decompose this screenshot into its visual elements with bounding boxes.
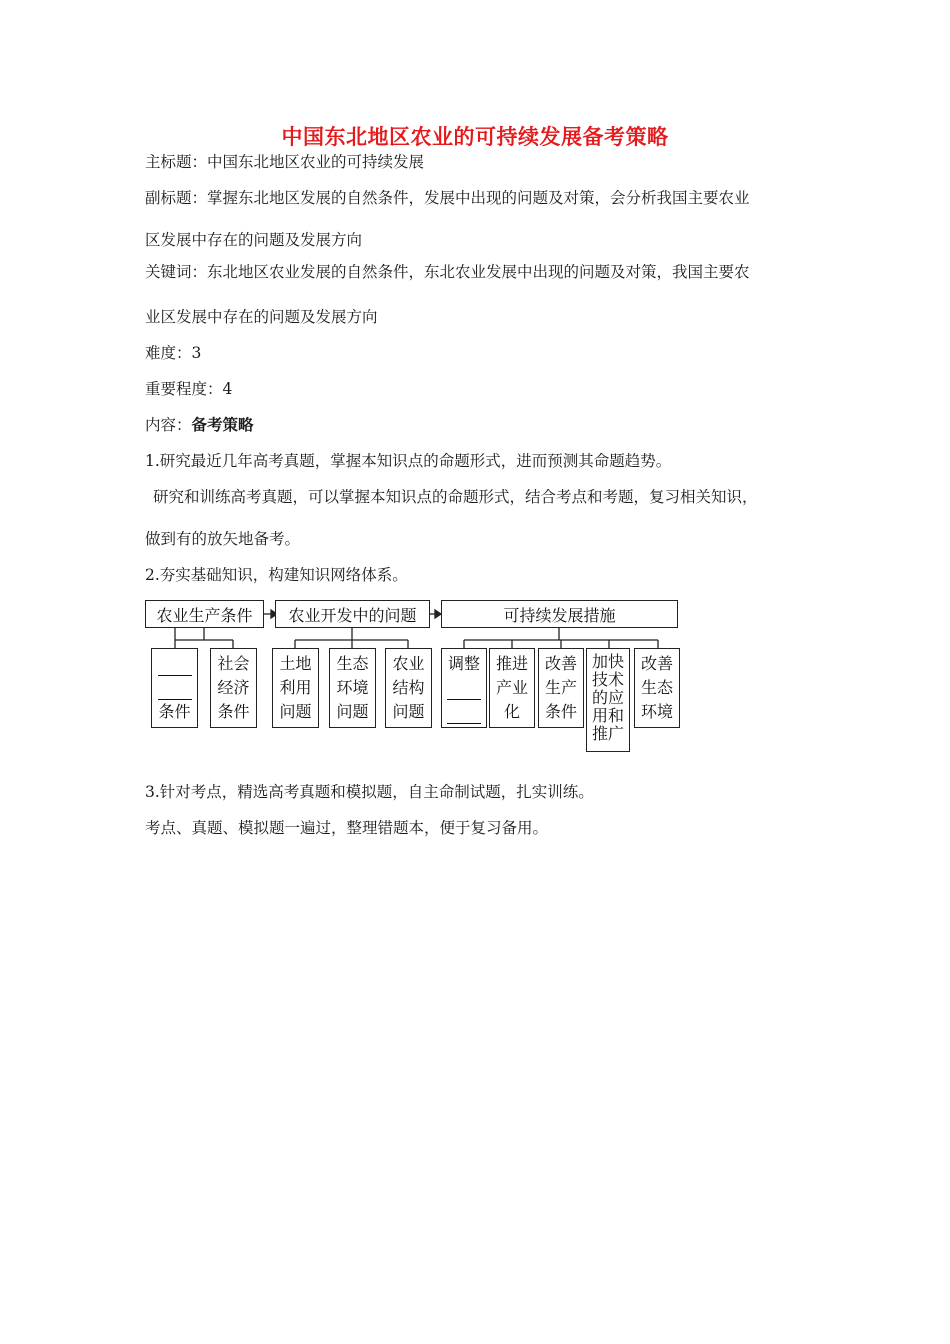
content-value: 备考策略 bbox=[191, 416, 254, 434]
box-line: 生态 bbox=[640, 678, 673, 697]
main-title-line: 主标题：中国东北地区农业的可持续发展 bbox=[145, 153, 425, 171]
condition-label: 条件 bbox=[158, 702, 191, 721]
box-line: 产业 bbox=[495, 678, 528, 697]
page-title: 中国东北地区农业的可持续发展备考策略 bbox=[281, 125, 669, 149]
box-line: 条件 bbox=[217, 702, 250, 721]
box-line: 生产 bbox=[544, 678, 577, 697]
condition-natural-box bbox=[151, 648, 198, 728]
box-line: 生态 bbox=[336, 654, 369, 673]
box-line: 推进 bbox=[495, 654, 528, 673]
importance-line: 重要程度：4 bbox=[145, 380, 233, 398]
box-line: 社会 bbox=[217, 654, 250, 673]
point-3-title: 3.针对考点，精选高考真题和模拟题，自主命制试题，扎实训练。 bbox=[145, 783, 594, 801]
box-line: 改善 bbox=[544, 654, 577, 673]
knowledge-network-diagram bbox=[145, 598, 685, 756]
box-line: 推广 bbox=[591, 724, 624, 743]
box-line: 环境 bbox=[336, 678, 369, 697]
blank-line bbox=[158, 676, 192, 700]
head-dev-problems: 农业开发中的问题 bbox=[275, 600, 430, 628]
box-line: 条件 bbox=[544, 702, 577, 721]
box-line: 化 bbox=[503, 702, 520, 721]
box-line: 调整 bbox=[447, 654, 480, 673]
box-line: 结构 bbox=[392, 678, 425, 697]
head-sustainable-measures: 可持续发展措施 bbox=[441, 600, 678, 628]
box-line: 问题 bbox=[336, 702, 369, 721]
content-line bbox=[145, 415, 254, 435]
box-line: 利用 bbox=[279, 678, 312, 697]
box-line: 环境 bbox=[640, 702, 673, 721]
blank-line bbox=[447, 676, 481, 700]
measure-technology-box bbox=[586, 648, 630, 752]
blank-line bbox=[158, 652, 192, 676]
difficulty-line: 难度：3 bbox=[145, 344, 202, 362]
point-1-body-2: 做到有的放矢地备考。 bbox=[145, 530, 301, 548]
head-agri-conditions: 农业生产条件 bbox=[145, 600, 264, 628]
content-label: 内容： bbox=[145, 416, 192, 434]
condition-socioeconomic-box bbox=[210, 648, 257, 728]
problem-structure-box bbox=[385, 648, 432, 728]
keywords-line-1: 关键词：东北地区农业发展的自然条件，东北农业发展中出现的问题及对策，我国主要农 bbox=[145, 263, 750, 281]
measure-adjust-box bbox=[441, 648, 487, 728]
measure-industrialize-box bbox=[489, 648, 535, 728]
point-1-body-1: 研究和训练高考真题，可以掌握本知识点的命题形式，结合考点和考题，复习相关知识， bbox=[153, 488, 758, 506]
measure-production-box bbox=[538, 648, 584, 728]
box-line: 加快 bbox=[591, 652, 624, 671]
problem-ecology-box bbox=[329, 648, 376, 728]
box-line: 问题 bbox=[392, 702, 425, 721]
box-line: 土地 bbox=[279, 654, 312, 673]
box-line: 的应 bbox=[591, 688, 624, 707]
keywords-line-2: 业区发展中存在的问题及发展方向 bbox=[145, 308, 378, 326]
problem-land-use-box bbox=[272, 648, 319, 728]
box-line: 技术 bbox=[591, 670, 624, 689]
blank-line bbox=[447, 700, 481, 724]
box-line: 改善 bbox=[640, 654, 673, 673]
box-line: 用和 bbox=[591, 706, 624, 725]
subtitle-line-2: 区发展中存在的问题及发展方向 bbox=[145, 231, 363, 249]
box-line: 问题 bbox=[279, 702, 312, 721]
box-line: 经济 bbox=[217, 678, 250, 697]
box-line: 农业 bbox=[392, 654, 425, 673]
point-1-title: 1.研究最近几年高考真题，掌握本知识点的命题形式，进而预测其命题趋势。 bbox=[145, 452, 672, 470]
point-2-title: 2.夯实基础知识，构建知识网络体系。 bbox=[145, 566, 408, 584]
measure-ecology-box bbox=[634, 648, 680, 728]
subtitle-line-1: 副标题：掌握东北地区发展的自然条件，发展中出现的问题及对策，会分析我国主要农业 bbox=[145, 189, 750, 207]
point-3-body: 考点、真题、模拟题一遍过，整理错题本，便于复习备用。 bbox=[145, 819, 549, 837]
